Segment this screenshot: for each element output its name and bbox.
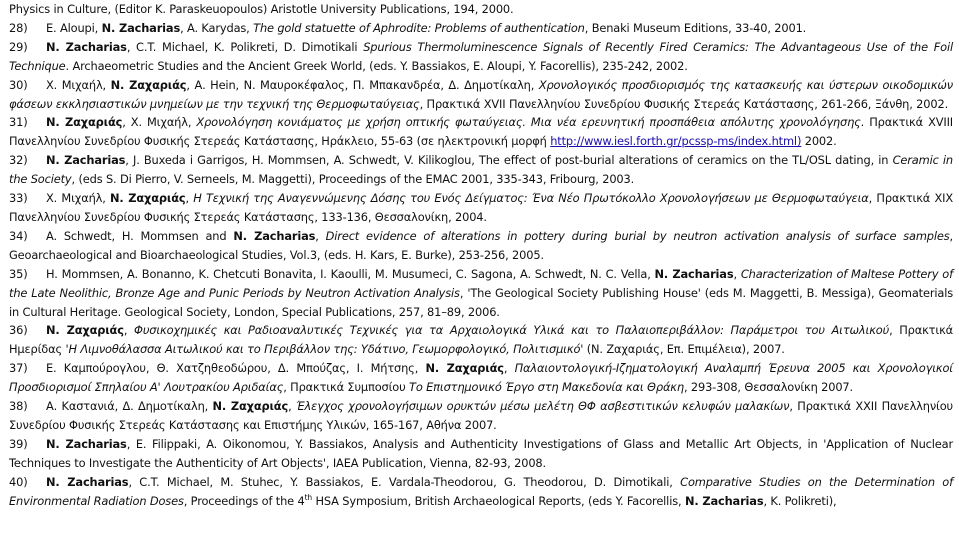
reference-title: Το Επιστημονικό Έργο στη Μακεδονία και Θράκη xyxy=(409,380,684,395)
reference-title: Direct evidence of alterations in pottery during burial by neutron activation analysis of surface samples xyxy=(325,228,950,243)
reference-text: ' (Ν. Ζαχαριάς, Επ. Επιμέλεια), 2007. xyxy=(580,342,785,357)
reference-text: Χ. Μιχαήλ, xyxy=(46,77,111,92)
reference-text: H. Mommsen, A. Bonanno, K. Chetcuti Bonavita, I. Kaoulli, M. Musumeci, C. Sagona, A. Schwedt, N. C. Vella, xyxy=(46,266,655,281)
reference-text: Χ. Μιχαήλ, xyxy=(46,191,111,206)
reference-title: Χρονολογικός προσδιορισμός της κατασκευής και ύστερων οικοδομικών φάσεων εκκλησιαστικών μνημείων με την τεχνική της Θερμοφωταύγειας xyxy=(9,77,953,111)
reference-number: 31) xyxy=(9,115,28,130)
reference-text: , Πρακτικά XIX Πανελληνίου Συνεδρίου Φυσικής Στερεάς Κατάστασης, 133-136, Θεσσαλονίκη, 2004. xyxy=(9,191,953,224)
author-highlight: Ν. Ζαχαριάς xyxy=(425,361,504,376)
reference-text: 2002. xyxy=(801,134,837,149)
author-highlight: Ν. Ζαχαριάς xyxy=(110,191,186,206)
reference-text: . Πρακτικά XVIII Πανελληνίου Συνεδρίου Φυσικής Στερεάς Κατάστασης, Ηράκλειο, 55-63 (σε ηλεκτρονική μορφή xyxy=(9,115,953,149)
reference-title: Η Τεχνική της Αναγεννώμενης Δόσης του Ενός Δείγματος: Ένα Νέο Πρωτόκολλο Χρονολογήσεων με Θερμοφωταύγεια xyxy=(193,191,869,206)
reference-text: , K. Polikreti), xyxy=(763,493,837,508)
author-highlight: Ν. Ζαχαριάς xyxy=(212,399,289,414)
reference-text: , Proceedings of the 4 xyxy=(183,493,305,508)
reference-entry xyxy=(9,321,953,359)
author-highlight: Ν. Ζαχαριάς xyxy=(46,323,124,338)
reference-title: Παλαιοντολογική-Ιζηματολογική Αναλαμπή Έρευνα 2005 και Χρονολογικοί Προσδιορισμοί Σπηλαίου Α' Λουτρακίου Αριδαίας xyxy=(9,361,954,395)
reference-entry xyxy=(9,227,953,265)
reference-entry xyxy=(9,265,953,322)
reference-text: , Πρακτικά Ημερίδας ' xyxy=(9,323,953,357)
author-highlight: N. Zacharias xyxy=(46,39,127,54)
reference-text: , xyxy=(503,361,515,376)
reference-title: Η Λιμνοθάλασσα Αιτωλικού και το Περιβάλλον της: Υδάτινο, Γεωμορφολογικό, Πολιτισμικό xyxy=(68,342,581,357)
reference-entry xyxy=(9,397,953,435)
reference-link[interactable]: http://www.iesl.forth.gr/pcssp-ms/index.html) xyxy=(550,134,802,149)
reference-entry xyxy=(9,435,953,473)
reference-entry xyxy=(9,76,953,114)
reference-entry xyxy=(9,151,953,189)
reference-number: 29) xyxy=(9,39,28,54)
reference-text: , xyxy=(288,399,296,414)
reference-text: , 'The Geological Society Publishing House' (eds M. Maggetti, B. Messiga), Geomaterials in Cultural Heritage. Geological Society, London, Special Publications, 257, 81–89, 2006. xyxy=(9,285,953,319)
reference-text: , xyxy=(123,323,135,338)
reference-text: th xyxy=(304,492,312,502)
reference-title: Characterization of Maltese Pottery of the Late Neolithic, Bronze Age and Punic Periods by Neutron Activation Analysis xyxy=(9,266,953,300)
reference-text: , E. Filippaki, A. Oikonomou, Y. Bassiakos, Analysis and Authenticity Investigations of Glass and Metallic Art Objects, in 'Application of Nuclear Techniques to Investigate the Authenticity of Art Objects', IAEA Publication, Vienna, 82-93, 2008. xyxy=(9,436,953,470)
reference-text: , Πρακτικά XXII Πανελληνίου Συνεδρίου Φυσικής Στερεάς Κατάστασης και Επιστήμης Υλικών, 165-167, Αθήνα 2007. xyxy=(9,399,953,432)
reference-title: Comparative Studies on the Determination of Environmental Radiation Doses xyxy=(9,474,953,508)
reference-text: , J. Buxeda i Garrigos, H. Mommsen, A. Schwedt, V. Kilikoglou, The effect of post-burial alterations of ceramics on the TL/OSL dating, in xyxy=(125,153,893,168)
reference-text: , xyxy=(733,266,741,281)
reference-text: HSA Symposium, British Archaeological Reports, (eds Y. Facorellis, xyxy=(312,493,685,508)
reference-number: 34) xyxy=(9,228,28,243)
reference-text: , xyxy=(315,228,326,243)
reference-number: 36) xyxy=(9,323,28,338)
reference-text: A. Schwedt, H. Mommsen and xyxy=(46,228,234,243)
reference-text: , A. Karydas, xyxy=(180,20,254,35)
reference-number: 35) xyxy=(9,266,28,281)
author-highlight: N. Zacharias xyxy=(46,153,126,168)
reference-text: , Χ. Μιχαήλ, xyxy=(122,115,197,130)
reference-entry xyxy=(9,189,953,227)
author-highlight: N. Zacharias xyxy=(684,493,764,508)
author-highlight: N. Zacharias xyxy=(101,20,181,35)
reference-text: , (eds S. Di Pierro, V. Serneels, M. Maggetti), Proceedings of the EMAC 2001, 335-343, Fribourg, 2003. xyxy=(71,172,635,187)
author-highlight: N. Zacharias xyxy=(46,474,129,489)
reference-entry xyxy=(9,0,953,19)
reference-number: 38) xyxy=(9,399,28,414)
reference-text: , Πρακτικά Συμποσίου xyxy=(283,380,410,395)
reference-text: , 293-308, Θεσσαλονίκη 2007. xyxy=(683,380,853,395)
reference-text: Α. Καστανιά, Δ. Δημοτίκαλη, xyxy=(46,399,213,414)
reference-text: , xyxy=(185,191,194,206)
reference-text: , C.T. Michael, M. Stuhec, Y. Bassiakos, E. Vardala-Theodorou, G. Theodorou, D. Dimotikali, xyxy=(128,474,681,489)
reference-title: The gold statuette of Aphrodite: Problems of authentication xyxy=(253,20,585,35)
reference-text: . Archaeometric Studies and the Ancient Greek World, (eds. Y. Bassiakos, E. Aloupi, Y. Facorellis), 235-242, 2002. xyxy=(65,58,688,73)
reference-text: Ε. Καμπούρογλου, Θ. Χατζηθεοδώρου, Δ. Μπούζας, Ι. Μήτσης, xyxy=(46,361,426,376)
reference-number: 40) xyxy=(9,474,28,489)
author-highlight: N. Zacharias xyxy=(233,228,316,243)
reference-number: 32) xyxy=(9,153,28,168)
author-highlight: Ν. Ζαχαριάς xyxy=(110,77,187,92)
reference-entry xyxy=(9,473,953,511)
reference-title: Έλεγχος χρονολογήσιμων ορυκτών μέσω μελέτη ΘΦ ασβεστιτικών κελυφών μαλακίων xyxy=(295,399,790,414)
author-highlight: N. Zacharias xyxy=(46,436,127,451)
reference-title: Ceramic in the Society xyxy=(9,153,954,187)
reference-number: 37) xyxy=(9,361,28,376)
author-highlight: Ν. Ζαχαριάς xyxy=(46,115,123,130)
reference-text: , Geoarchaeological and Bioarchaeological Studies, Vol.3, (eds. H. Kars, E. Burke), 253-256, 2005. xyxy=(9,228,953,262)
reference-entry xyxy=(9,38,953,76)
reference-title: Χρονολόγηση κονιάματος με χρήση οπτικής φωταύγειας. Μια νέα ερευνητική προσπάθεια απόλυτης χρονολόγησης xyxy=(196,115,861,130)
reference-text: , Πρακτικά XVII Πανελληνίου Συνεδρίου Φυσικής Στερεάς Κατάστασης, 261-266, Ξάνθη, 2002. xyxy=(419,96,949,111)
reference-title: Φυσικοχημικές και Ραδιοαναλυτικές Τεχνικές για τα Αρχαιολογικά Υλικά και το Παλαιοπεριβάλλον: Παράμετροι του Αιτωλικού xyxy=(134,323,890,338)
reference-number: 28) xyxy=(9,20,28,35)
reference-number: 33) xyxy=(9,191,28,206)
reference-text: , Α. Hein, Ν. Μαυροκέφαλος, Π. Μπακανδρέα, Δ. Δημοτίκαλη, xyxy=(186,77,539,92)
reference-entry xyxy=(9,359,953,397)
reference-entry xyxy=(9,19,953,38)
reference-title: Spurious Thermoluminescence Signals of Recently Fired Ceramics: The Advantageous Use of the Foil Technique xyxy=(9,39,953,73)
reference-text: , C.T. Michael, K. Polikreti, D. Dimotikali xyxy=(126,39,364,54)
reference-text: , Benaki Museum Editions, 33-40, 2001. xyxy=(584,20,807,35)
reference-text: E. Aloupi, xyxy=(46,20,102,35)
author-highlight: N. Zacharias xyxy=(654,266,734,281)
reference-entry xyxy=(9,113,953,151)
reference-number: 39) xyxy=(9,436,28,451)
reference-number: 30) xyxy=(9,77,28,92)
reference-text: Physics in Culture, (Editor K. Paraskeuopoulos) Aristotle University Publications, 194, 2000. xyxy=(9,2,514,16)
